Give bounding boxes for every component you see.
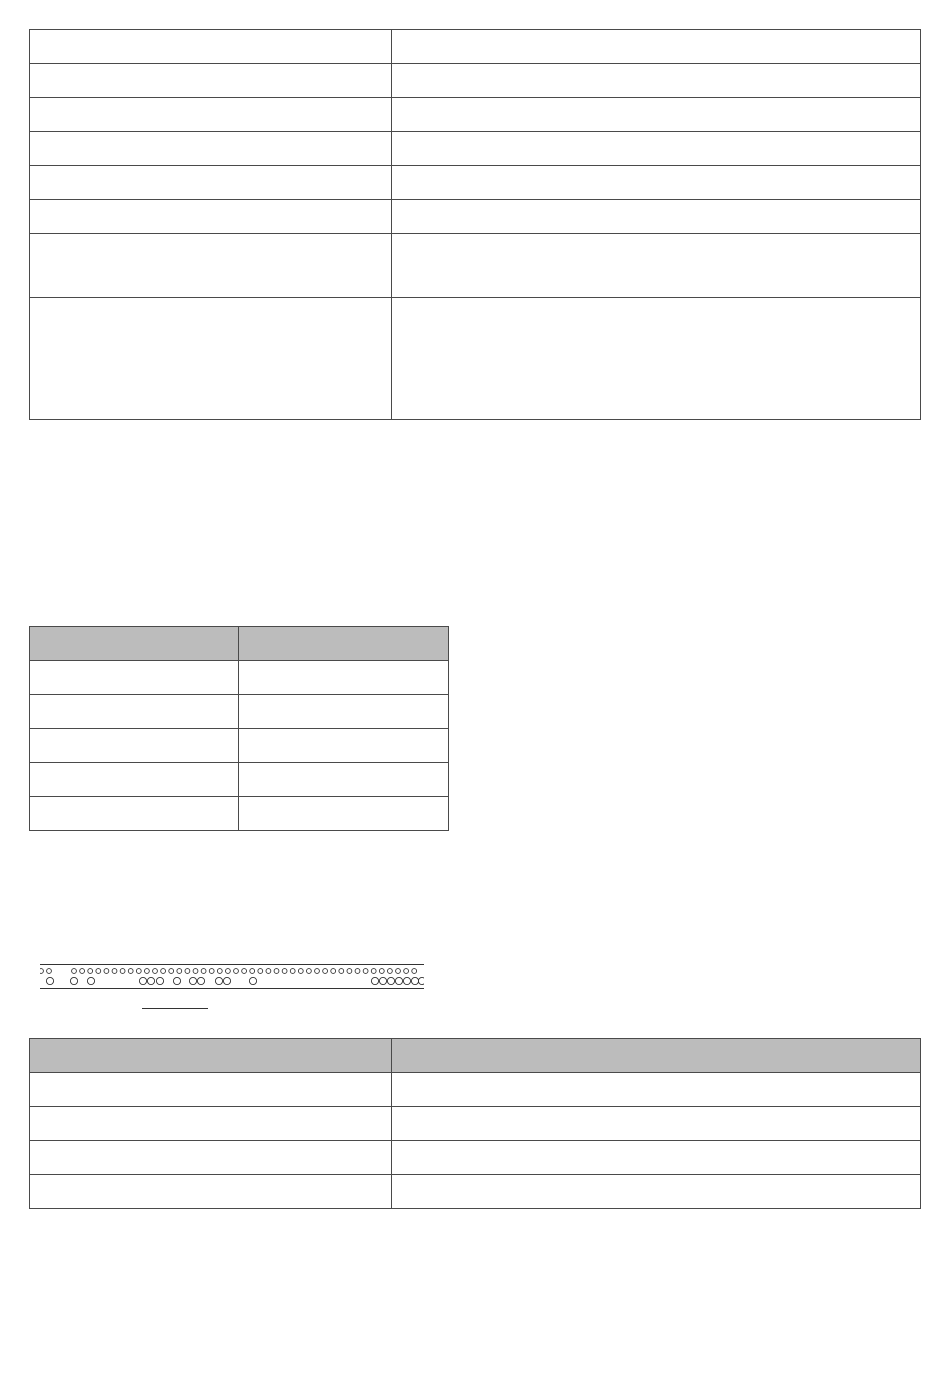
- table-row: [30, 695, 449, 729]
- table-row: [30, 797, 449, 831]
- table-row: [30, 234, 921, 298]
- table-cell: [239, 763, 449, 797]
- dot-mark: [147, 977, 154, 984]
- dot-strip-graphic: [40, 963, 424, 991]
- dot-mark: [72, 969, 77, 974]
- table-cell: [239, 661, 449, 695]
- dot-mark: [70, 977, 77, 984]
- table-cell-label: [30, 200, 392, 234]
- table-cell-label: [30, 132, 392, 166]
- table-row: [30, 661, 449, 695]
- table-row: [30, 1107, 921, 1141]
- table-cell-label: [30, 166, 392, 200]
- dot-mark: [169, 969, 174, 974]
- dot-mark: [323, 969, 328, 974]
- table-cell-label: [30, 30, 392, 64]
- dot-mark: [197, 977, 204, 984]
- table-cell-value: [392, 30, 921, 64]
- dot-mark: [249, 977, 256, 984]
- dot-mark: [185, 969, 190, 974]
- dot-mark: [371, 969, 376, 974]
- dot-row-bottom: [46, 977, 424, 984]
- dot-mark: [274, 969, 279, 974]
- table-row: [30, 98, 921, 132]
- table-cell-value: [392, 298, 921, 420]
- dot-mark: [379, 969, 384, 974]
- dot-mark: [355, 969, 360, 974]
- table-row: [30, 200, 921, 234]
- dot-mark: [173, 977, 180, 984]
- column-header: [239, 627, 449, 661]
- table-cell-value: [392, 200, 921, 234]
- dot-mark: [315, 969, 320, 974]
- dot-mark: [88, 969, 93, 974]
- dot-mark: [371, 977, 378, 984]
- dot-mark: [153, 969, 158, 974]
- table-row: [30, 132, 921, 166]
- dot-mark: [290, 969, 295, 974]
- dot-mark: [250, 969, 255, 974]
- table-row: [30, 1175, 921, 1209]
- table-row: [30, 763, 449, 797]
- dot-mark: [396, 969, 401, 974]
- dot-mark: [282, 969, 287, 974]
- dot-mark: [379, 977, 386, 984]
- column-header: [392, 1039, 921, 1073]
- dot-mark: [307, 969, 312, 974]
- dot-mark: [128, 969, 133, 974]
- column-header: [30, 627, 239, 661]
- table-cell-value: [392, 234, 921, 298]
- dot-mark: [40, 969, 43, 974]
- dot-mark: [104, 969, 109, 974]
- table-row: [30, 298, 921, 420]
- table-cell: [239, 695, 449, 729]
- dot-mark: [80, 969, 85, 974]
- column-header: [30, 1039, 392, 1073]
- dot-mark: [201, 969, 206, 974]
- dot-mark: [226, 969, 231, 974]
- short-rule: [142, 1008, 208, 1009]
- table-header-row: [30, 1039, 921, 1073]
- dot-mark: [404, 969, 409, 974]
- dot-mark: [46, 977, 53, 984]
- table-row: [30, 1073, 921, 1107]
- top-table: [29, 29, 921, 420]
- dot-mark: [403, 977, 410, 984]
- dot-mark: [266, 969, 271, 974]
- middle-table: [29, 626, 449, 831]
- dot-mark: [177, 969, 182, 974]
- table-cell-label: [30, 64, 392, 98]
- dot-mark: [388, 969, 393, 974]
- table-cell: [30, 1141, 392, 1175]
- table-cell: [392, 1107, 921, 1141]
- table-cell: [30, 1073, 392, 1107]
- table-cell: [392, 1141, 921, 1175]
- table-cell-label: [30, 298, 392, 420]
- table-cell: [30, 1175, 392, 1209]
- table-cell: [239, 797, 449, 831]
- dot-mark: [112, 969, 117, 974]
- dot-mark: [189, 977, 196, 984]
- dot-strip-illustration: [40, 963, 424, 991]
- table-header-row: [30, 627, 449, 661]
- dot-mark: [411, 977, 418, 984]
- table-cell-value: [392, 166, 921, 200]
- dot-mark: [418, 977, 424, 984]
- dot-mark: [87, 977, 94, 984]
- dot-mark: [363, 969, 368, 974]
- dot-mark: [331, 969, 336, 974]
- dot-row-top: [40, 969, 417, 974]
- table-cell-value: [392, 98, 921, 132]
- table-cell: [392, 1073, 921, 1107]
- table-cell-value: [392, 132, 921, 166]
- dot-mark: [47, 969, 52, 974]
- table-row: [30, 729, 449, 763]
- dot-mark: [223, 977, 230, 984]
- table-row: [30, 1141, 921, 1175]
- dot-mark: [339, 969, 344, 974]
- table-cell-label: [30, 98, 392, 132]
- table-cell: [392, 1175, 921, 1209]
- dot-mark: [215, 977, 222, 984]
- dot-mark: [145, 969, 150, 974]
- bottom-table: [29, 1038, 921, 1209]
- table-cell-value: [392, 64, 921, 98]
- table-row: [30, 64, 921, 98]
- table-cell-label: [30, 234, 392, 298]
- table-row: [30, 30, 921, 64]
- dot-mark: [139, 977, 146, 984]
- table-cell: [30, 695, 239, 729]
- dot-mark: [156, 977, 163, 984]
- dot-mark: [217, 969, 222, 974]
- dot-mark: [96, 969, 101, 974]
- dot-mark: [258, 969, 263, 974]
- dot-mark: [234, 969, 239, 974]
- dot-mark: [387, 977, 394, 984]
- table-cell: [30, 1107, 392, 1141]
- table-cell: [30, 797, 239, 831]
- dot-mark: [242, 969, 247, 974]
- dot-mark: [347, 969, 352, 974]
- dot-mark: [136, 969, 141, 974]
- table-cell: [30, 763, 239, 797]
- dot-mark: [395, 977, 402, 984]
- table-cell: [239, 729, 449, 763]
- dot-mark: [412, 969, 417, 974]
- dot-mark: [120, 969, 125, 974]
- table-row: [30, 166, 921, 200]
- table-cell: [30, 729, 239, 763]
- dot-mark: [298, 969, 303, 974]
- dot-mark: [161, 969, 166, 974]
- dot-mark: [193, 969, 198, 974]
- table-cell: [30, 661, 239, 695]
- dot-mark: [209, 969, 214, 974]
